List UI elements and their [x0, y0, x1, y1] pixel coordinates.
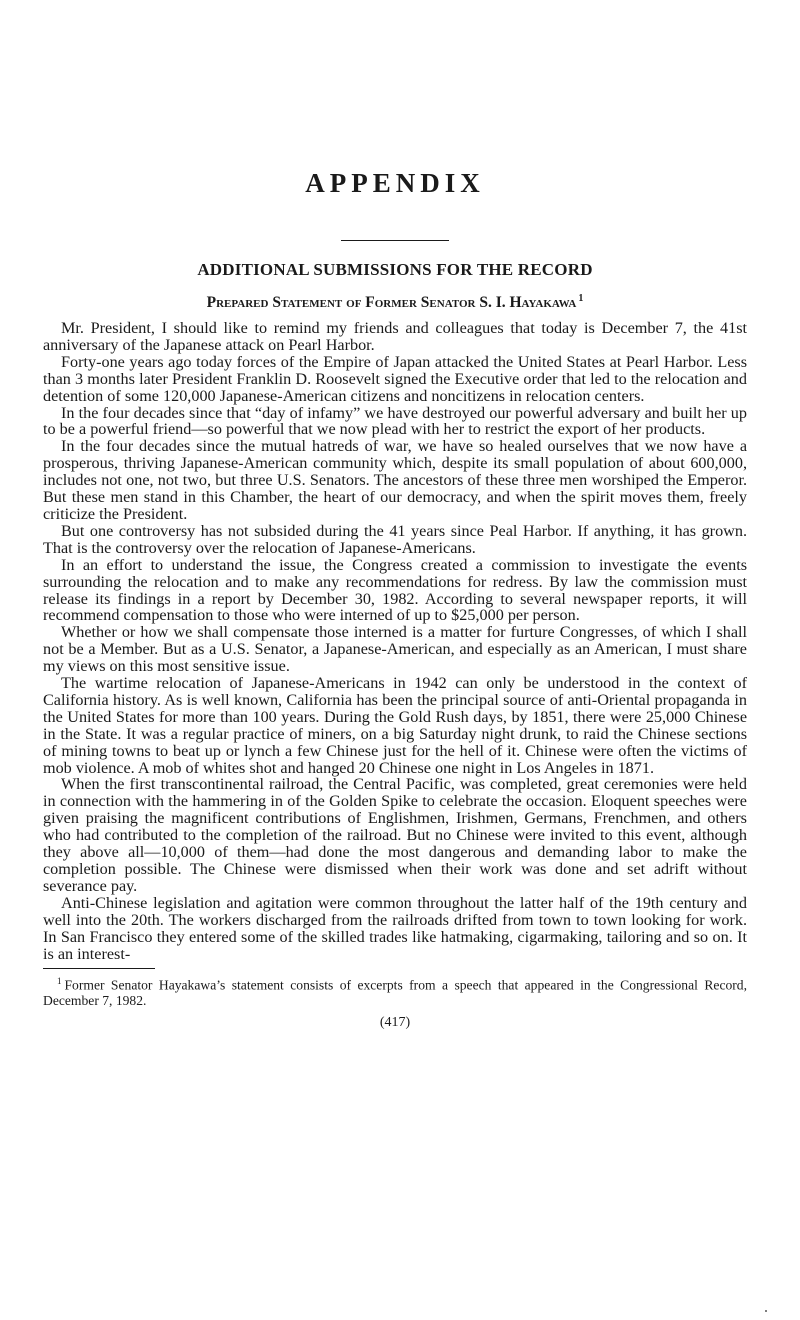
scan-speck [765, 1310, 767, 1312]
paragraph: Whether or how we shall compensate those interned is a matter for furture Congresses, of which I shall not be a Member. But as a U.S. Senator, a Japanese-American, and especially as an American, I must share my views on this most sensitive issue. [43, 623, 747, 676]
paragraph: But one controversy has not subsided during the 41 years since Peal Harbor. If anything, it has grown. That is the controversy over the relocation of Japanese-Americans. [43, 521, 747, 557]
statement-heading [43, 293, 747, 312]
section-subtitle: ADDITIONAL SUBMISSIONS FOR THE RECORD [197, 260, 593, 279]
footnote-text: Former Senator Hayakawa’s statement consists of excerpts from a speech that appeared in the Congressional Record, December 7, 1982. [43, 977, 747, 1009]
footnote-divider [43, 968, 155, 969]
footnote-reference: 1 [578, 293, 584, 304]
statement-body [43, 320, 747, 962]
paragraph: In an effort to understand the issue, the Congress created a commission to investigate the events surrounding the relocation and to make any recommendations for redress. By law the commission must release its findings in a report by December 30, 1982. According to several newspaper reports, it will recommend compensation to those who were interned of up to $25,000 per person. [43, 555, 747, 625]
paragraph: Forty-one years ago today forces of the Empire of Japan attacked the United States at Pearl Harbor. Less than 3 months later President Franklin D. Roosevelt signed the Executive order that led to the relocation and detention of some 120,000 Japanese-American citizens and noncitizens in relocation centers. [43, 352, 747, 405]
appendix-title: APPENDIX [305, 168, 485, 198]
page-number: (417) [379, 1015, 411, 1030]
paragraph: Mr. President, I should like to remind my friends and colleagues that today is December 7, the 41st anniversary of the Japanese attack on Pearl Harbor. [43, 319, 747, 354]
title-divider [341, 240, 449, 241]
document-page [43, 0, 747, 1320]
footnote [43, 974, 747, 1009]
paragraph: In the four decades since the mutual hatreds of war, we have so healed ourselves that we now have a prosperous, thriving Japanese-American community which, despite its small population of about 600,000, includes not one, not two, but three U.S. Senators. The ancestors of these three men worshiped the Emperor. But these men stand in this Chamber, the heart of our democracy, and when the spirit moves them, freely criticize the President. [43, 437, 747, 523]
paragraph: When the first transcontinental railroad, the Central Pacific, was completed, great ceremonies were held in connection with the hammering in of the Golden Spike to celebrate the occasion. Eloquent speeches were given praising the magnificent contributions of Englishmen, Irishmen, Germans, Frenchmen, and others who had contributed to the completion of the railroad. But no Chinese were invited to this event, although they above all—10,000 of them—had done the most dangerous and demanding labor to make the completion possible. The Chinese were dismissed when their work was done and set adrift without severance pay. [43, 775, 747, 895]
paragraph: In the four decades since that “day of infamy” we have destroyed our powerful adversary and built her up to be a powerful friend—so powerful that we now plead with her to restrict the export of her products. [43, 403, 747, 439]
footnote-marker: 1 [57, 976, 62, 986]
paragraph: The wartime relocation of Japanese-Americans in 1942 can only be understood in the context of California history. As is well known, California has been the principal source of anti-Oriental propaganda in the United States for more than 100 years. During the Gold Rush days, by 1851, there were 25,000 Chinese in the State. It was a regular practice of miners, on a big Saturday night drunk, to raid the Chinese sections of mining towns to beat up or lynch a few Chinese just for the hell of it. Chinese were often the victims of mob violence. A mob of whites shot and hanged 20 Chinese one night in Los Angeles in 1871. [43, 674, 747, 777]
statement-heading-text: Prepared Statement of Former Senator S. I. Hayakawa [206, 294, 577, 312]
paragraph: Anti-Chinese legislation and agitation were common throughout the latter half of the 19th century and well into the 20th. The workers discharged from the railroads drifted from town to town looking for work. In San Francisco they entered some of the skilled trades like hatmaking, cigarmaking, tailoring and so on. It is an interest- [43, 893, 747, 963]
